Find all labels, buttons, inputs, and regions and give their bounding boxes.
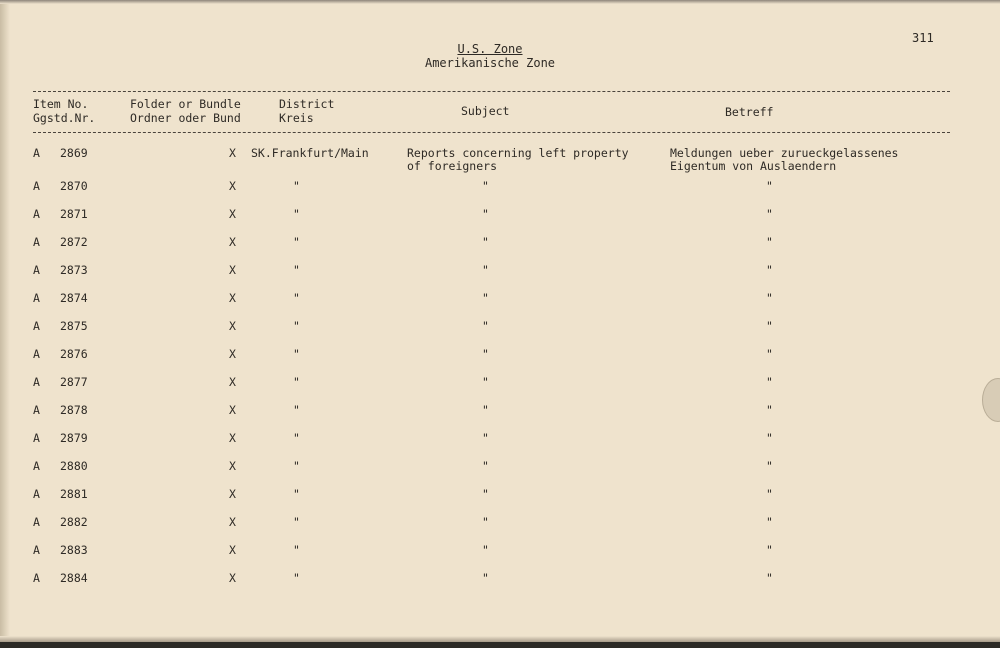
row-subject-ditto: " [482,403,489,417]
table-row [0,432,1000,460]
row-betreff-ditto: " [766,487,773,501]
row-subject-ditto: " [482,375,489,389]
row-item-number: 2883 [60,543,88,557]
zone-title [360,42,620,70]
row-series: A [33,375,40,389]
row-subject-ditto: " [482,263,489,277]
row-series: A [33,403,40,417]
row-item-number: 2869 [60,146,88,160]
header-district-en: District [279,97,335,111]
row-subject-ditto: " [482,319,489,333]
row-betreff-ditto: " [766,291,773,305]
row-subject-ditto: " [482,347,489,361]
row-folder-mark: X [229,319,236,333]
row-folder-mark: X [229,571,236,585]
row-folder-mark: X [229,347,236,361]
row-district-ditto: " [293,375,300,389]
row-district-ditto: " [293,571,300,585]
header-district-de: Kreis [279,111,314,125]
row-district-ditto: " [293,319,300,333]
row-folder-mark: X [229,235,236,249]
header-rule-top [33,91,950,92]
table-row [0,516,1000,544]
row-folder-mark: X [229,375,236,389]
header-folder-de: Ordner oder Bund [130,111,241,125]
row-item-number: 2870 [60,179,88,193]
row-subject-ditto: " [482,543,489,557]
row-betreff-ditto: " [766,543,773,557]
table-row [0,488,1000,516]
row-item-number: 2876 [60,347,88,361]
row-series: A [33,146,40,160]
zone-title-german: Amerikanische Zone [424,56,556,70]
row-folder-mark: X [229,263,236,277]
row-series: A [33,179,40,193]
row-subject-ditto: " [482,431,489,445]
row-folder-mark: X [229,431,236,445]
row-betreff-ditto: " [766,375,773,389]
row-district-ditto: " [293,431,300,445]
row-item-number: 2873 [60,263,88,277]
row-series: A [33,459,40,473]
row-betreff-ditto: " [766,431,773,445]
row-folder-mark: X [229,515,236,529]
page-top-edge [0,0,1000,4]
row-district-ditto: " [293,543,300,557]
row-betreff-ditto: " [766,207,773,221]
row-subject-ditto: " [482,291,489,305]
header-subject: Subject [461,104,510,118]
header-betreff: Betreff [725,105,774,119]
row-betreff-ditto: " [766,179,773,193]
table-row [0,264,1000,292]
row-district: SK.Frankfurt/Main [251,146,369,160]
row-item-number: 2874 [60,291,88,305]
row-betreff-ditto: " [766,263,773,277]
table-row [0,572,1000,600]
row-series: A [33,263,40,277]
header-item-de: Ggstd.Nr. [33,111,96,125]
row-series: A [33,207,40,221]
row-series: A [33,431,40,445]
row-betreff: Meldungen ueber zurueckgelassenes Eigentum von Auslaendern [670,146,899,173]
row-folder-mark: X [229,487,236,501]
row-series: A [33,347,40,361]
row-series: A [33,487,40,501]
row-series: A [33,543,40,557]
row-item-number: 2880 [60,459,88,473]
row-series: A [33,319,40,333]
page-bottom-edge [0,636,1000,642]
row-series: A [33,515,40,529]
row-betreff-ditto: " [766,235,773,249]
row-subject: Reports concerning left property of foreigners [407,146,629,173]
row-item-number: 2879 [60,431,88,445]
table-row [0,404,1000,432]
row-folder-mark: X [229,146,236,160]
row-series: A [33,235,40,249]
row-series: A [33,571,40,585]
row-subject-ditto: " [482,487,489,501]
row-folder-mark: X [229,179,236,193]
table-row [0,320,1000,348]
row-district-ditto: " [293,487,300,501]
header-district [279,97,334,125]
row-district-ditto: " [293,179,300,193]
row-betreff-ditto: " [766,515,773,529]
row-item-number: 2872 [60,235,88,249]
header-item-en: Item No. [33,97,89,111]
row-betreff-ditto: " [766,347,773,361]
row-subject-ditto: " [482,459,489,473]
row-district-ditto: " [293,459,300,473]
table-row [0,208,1000,236]
row-betreff-ditto: " [766,403,773,417]
row-district-ditto: " [293,347,300,361]
table-row [0,348,1000,376]
row-betreff-ditto: " [766,571,773,585]
table-row [0,544,1000,572]
row-district-ditto: " [293,207,300,221]
table-row [0,236,1000,264]
zone-title-english: U.S. Zone [457,42,523,56]
row-subject-ditto: " [482,571,489,585]
page-number: 311 [912,31,934,45]
row-subject-ditto: " [482,515,489,529]
row-folder-mark: X [229,291,236,305]
row-folder-mark: X [229,207,236,221]
header-folder [130,97,241,125]
table-row [0,292,1000,320]
row-subject-ditto: " [482,235,489,249]
header-folder-en: Folder or Bundle [130,97,241,111]
row-district-ditto: " [293,263,300,277]
header-rule-bottom [33,132,950,133]
header-item [33,97,95,125]
table-row-first [0,147,1000,175]
row-item-number: 2877 [60,375,88,389]
row-item-number: 2871 [60,207,88,221]
row-series: A [33,291,40,305]
row-district-ditto: " [293,515,300,529]
row-item-number: 2878 [60,403,88,417]
row-subject-ditto: " [482,207,489,221]
row-item-number: 2875 [60,319,88,333]
row-item-number: 2881 [60,487,88,501]
row-item-number: 2884 [60,571,88,585]
table-row [0,460,1000,488]
row-district-ditto: " [293,235,300,249]
row-folder-mark: X [229,459,236,473]
row-subject-ditto: " [482,179,489,193]
row-betreff-ditto: " [766,459,773,473]
row-district-ditto: " [293,403,300,417]
row-betreff-ditto: " [766,319,773,333]
row-folder-mark: X [229,543,236,557]
table-row [0,376,1000,404]
row-item-number: 2882 [60,515,88,529]
row-folder-mark: X [229,403,236,417]
row-district-ditto: " [293,291,300,305]
table-row [0,180,1000,208]
